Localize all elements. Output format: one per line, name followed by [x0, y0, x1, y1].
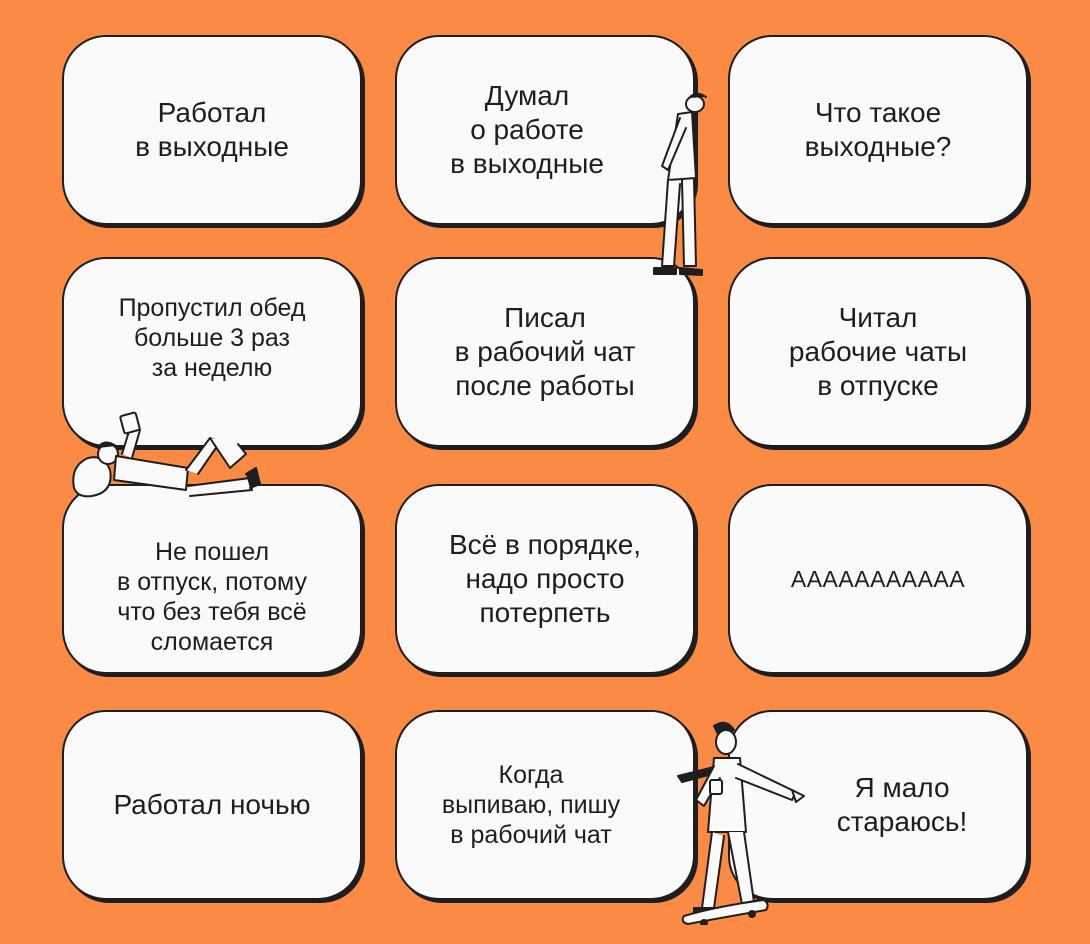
card-drunk-texting — [395, 710, 695, 900]
card-text: ААААААААААА — [790, 566, 966, 592]
card-text: Думал о работе в выходные — [450, 80, 604, 179]
card-skipped-lunch — [62, 257, 362, 447]
card-not-trying-enough — [728, 710, 1028, 900]
card-text: Читал рабочие чаты в отпуске — [788, 302, 968, 401]
card-worked-weekend — [62, 35, 362, 225]
card-text: Всё в порядке, надо просто потерпеть — [448, 529, 642, 628]
card-thought-about-work — [395, 35, 695, 225]
card-text: Когда выпиваю, пишу в рабочий чат — [441, 761, 621, 849]
card-worked-night — [62, 710, 362, 900]
card-text: Не пошел в отпуск, потому что без тебя всё сломается — [116, 538, 308, 656]
card-all-fine — [395, 484, 695, 674]
card-aaaa — [728, 484, 1028, 674]
card-read-chats-vacation — [728, 257, 1028, 447]
card-text: Писал в рабочий чат после работы — [454, 302, 636, 401]
card-what-is-weekend — [728, 35, 1028, 225]
card-wrote-work-chat — [395, 257, 695, 447]
card-text: Я мало стараюсь! — [836, 772, 968, 837]
card-text: Работал ночью — [113, 789, 311, 820]
card-no-vacation — [62, 484, 362, 674]
card-text: Что такое выходные? — [804, 97, 952, 162]
card-text: Пропустил обед больше 3 раз за неделю — [118, 294, 306, 382]
card-text: Работал в выходные — [135, 97, 289, 162]
